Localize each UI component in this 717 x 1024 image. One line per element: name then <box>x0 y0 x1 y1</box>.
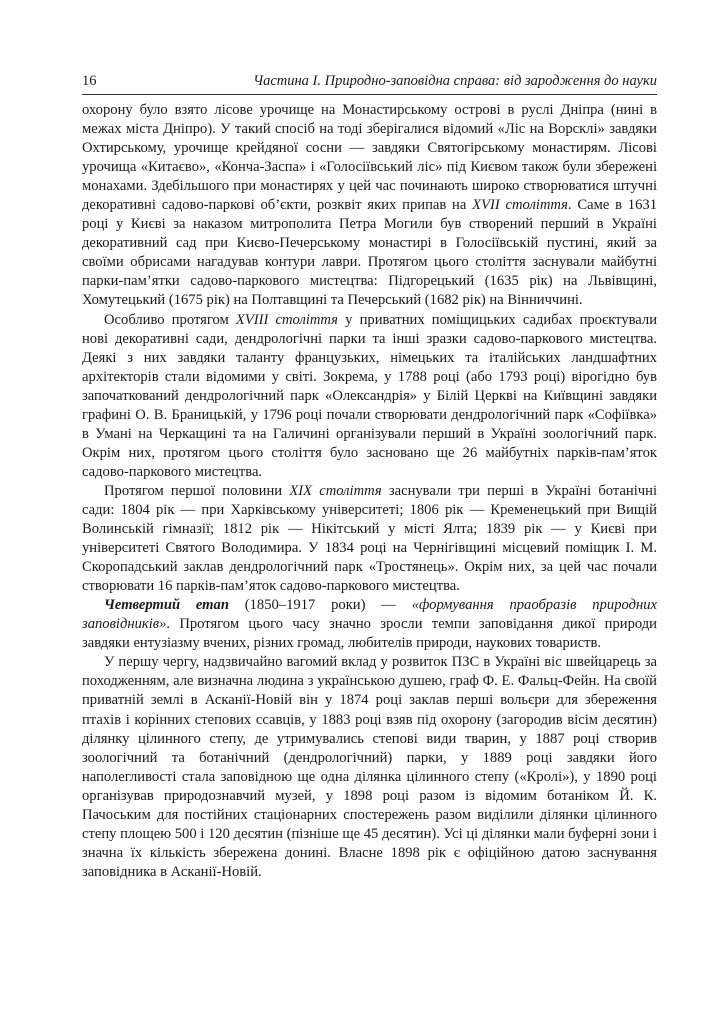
paragraph-2-century: XVIII століття <box>235 311 338 328</box>
paragraph-4-stage-name: «формування праобразів природних заповідників» <box>82 597 657 633</box>
paragraph-5: У першу чергу, надзвичайно вагомий вклад у розвиток ПЗС в Україні віс швейцарець за походженням, але визначна людина з українською душею, граф Ф. Е. Фальц-Фейн. На своїй приватній землі в Асканії-Новій він у 1874 році заклав перші вольєри для збереження птахів і корінних степових ссавців, у 1883 році взяв під охорону (загородив вісім десятин) ділянку цілинного степу, де утримувались степові види тварин, у 1887 році створив зоологічний та ботанічний (дендрологічний) парки, у 1889 році завдяки його наполегливості стала заповідною ще одна ділянка цілинного степу («Кролі»), у 1890 році організував природознавчий музей, у 1898 році разом із відомим ботаніком Й. К. Пачоським для постійних стаціонарних спостережень разом виділили ділянки цілинного степу площею 500 і 120 десятин (пізніше ще 45 десятин). Усі ці ділянки мали буферні зони і значна їх кількість збережена донині. Власне 1898 рік є офіційною датою заснування заповідника в Асканії-Новій. <box>82 654 657 880</box>
paragraph-4 <box>82 596 657 653</box>
paragraph-4-text-b: . Протягом цього часу значно зросли темпи заповідання дикої природи завдяки ентузіазму вчених, різних громад, любителів природи, наукових товариств. <box>82 616 657 652</box>
paragraph-2-text-b: у приватних поміщицьких садибах проєктували нові декоративні сади, дендрологічні парки та інші зразки садово-паркового мистецтва. Деякі з них завдяки таланту французьких, німецьких та італійських ландшафтних архітекторів стали відомими у світі. Зокрема, у 1788 році (або 1793 році) вірогідно був започаткований дендрологічний парк «Олександрія» у Білій Церкві на Київщині завдяки графині О. В. Браницькій, у 1796 році почали створювати дендрологічний парк «Софіївка» в Умані на Черкащині та на Галичині організували перший в Україні зоологічний парк. Окрім них, протягом цього століття було засновано ще 26 майбутніх парків-пам’яток садово-паркового мистецтва. <box>82 311 658 480</box>
paragraph-3-text-a: Протягом першої половини <box>104 482 290 499</box>
page-number: 16 <box>82 73 97 89</box>
paragraph-3-text-b: заснували три перші в Україні ботанічні сади: 1804 рік — при Харківському університеті; 1806 рік — Кременецький при Вищій Волинській гімназії; 1812 рік — Нікітський у місті Ялта; 1839 рік — у Києві при університеті Святого Володимира. У 1834 році на Чернігівщині місцевий поміщик І. М. Скоропадський заклав дендрологічний парк «Тростянець». Окрім них, за цей час почали створювати 16 парків-пам’яток садово-паркового мистецтва. <box>82 482 657 595</box>
stage-title: Четвертий етап <box>104 597 229 614</box>
paragraph-1-text-b: . Саме в 1631 році у Києві за наказом митрополита Петра Могили був створений перший в Україні декоративний сад при Києво-Печерському монастирі в Голосіївській пустині, який за своїми обрисами нагадував контури лаври. Протягом цього століття заснували майбутні парки-пам’ятки садово-паркового мистецтва: Підгорецький (1635 рік) на Львівщині, Хомутецький (1675 рік) на Полтавщині та Печерський (1682 рік) на Вінниччині. <box>82 197 657 309</box>
paragraph-1-century: XVII століття <box>472 197 568 214</box>
running-header <box>82 72 657 95</box>
paragraph-2 <box>82 311 657 482</box>
paragraph-3 <box>82 482 657 596</box>
paragraph-4-text-a: (1850–1917 роки) — <box>228 597 412 614</box>
paragraph-1-text-a: охорону було взято лісове урочище на Монастирському острові в руслі Дніпра (нині в межах міста Дніпро). У такий спосіб на тоді зберігалися відомий «Ліс на Ворсклі» завдяки Охтирському, урочище крейдяної сосни — завдяки Святогірському монастирям. Лісові урочища «Китаєво», «Конча-Заспа» і «Голосіївський ліс» під Києвом також були збережені монахами. Здебільшого при монастирях у цей час починають широко створюватися штучні декоративні садово-паркові об’єкти, розквіт яких припав на <box>82 102 657 214</box>
paragraph-2-text-a: Особливо протягом <box>104 311 236 328</box>
paragraph-1 <box>82 101 657 311</box>
body-text <box>82 101 657 882</box>
running-title: Частина I. Природно-заповідна справа: від зародження до науки <box>253 73 657 89</box>
paragraph-3-century: XIX століття <box>289 482 382 499</box>
book-page <box>82 72 657 882</box>
